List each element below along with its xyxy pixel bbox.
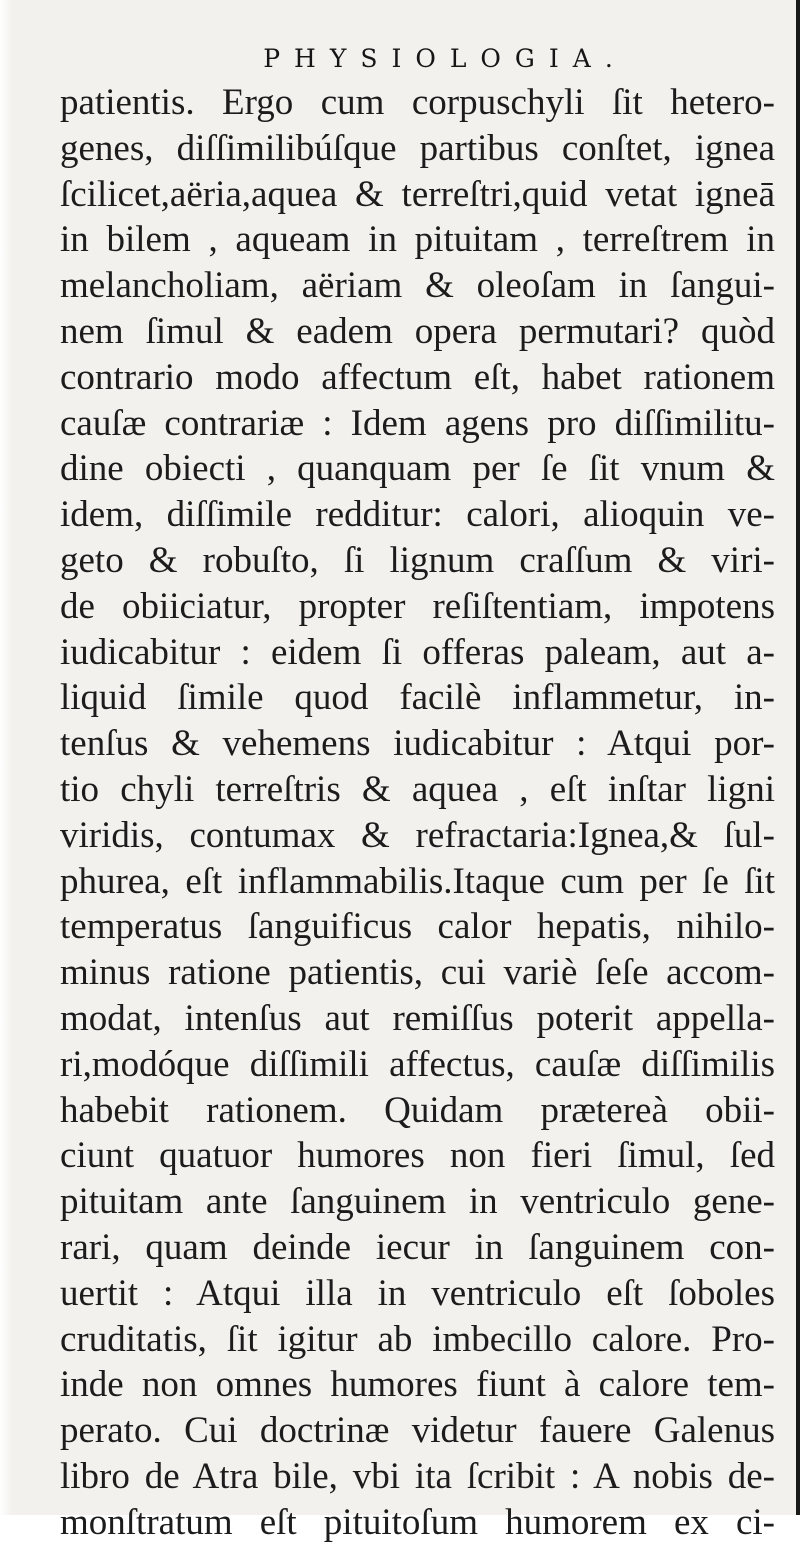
page-edge [0,0,12,1515]
text-line: patientis. Ergo cum corpuschyli ſit hetero- [60,82,775,123]
text-line: dine obiecti , quanquam per ſe ſit vnum & [60,448,775,490]
text-line: viridis, contumax & refractaria:Ignea,& ſul- [60,814,775,856]
text-line: nem ſimul & eadem opera permutari? quòd [60,310,775,352]
text-line: libro de Atra bile, vbi ita ſcribit : A nobis de- [60,1455,775,1497]
text-line: idem, diſſimile redditur: calori, alioquin ve- [60,494,775,536]
text-line: melancholiam, aëriam & oleoſam in ſangui- [60,265,775,307]
text-line: ciunt quatuor humores non fieri ſimul, ſed [60,1135,775,1177]
text-line: monſtratum eſt pituitoſum humorem ex ci- [60,1501,775,1543]
text-line: geto & robuſto, ſi lignum craſſum & viri- [60,539,775,581]
text-line: ri,modóque diſſimili affectus, cauſæ diſſimilis [60,1043,775,1085]
text-line: de obiiciatur, propter reſiſtentiam, impotens [60,585,775,627]
text-line: cruditatis, ſit igitur ab imbecillo calore. Pro- [60,1318,775,1360]
text-line: tio chyli terreſtris & aquea , eſt inſtar ligni [60,768,775,810]
text-line: minus ratione patientis, cui variè ſeſe accom- [60,952,775,994]
page-border [796,0,800,1515]
text-line: contrario modo affectum eſt, habet rationem [60,356,775,398]
text-line: uertit : Atqui illa in ventriculo eſt ſoboles [60,1272,775,1314]
text-line: cauſæ contrariæ : Idem agens pro diſſimilitu- [60,402,775,444]
text-line: phurea, eſt inflammabilis.Itaque cum per ſe ſit [60,860,775,902]
text-line: ſcilicet,aëria,aquea & terreſtri,quid vetat igneā [60,173,775,215]
text-line: pituitam ante ſanguinem in ventriculo gene- [60,1181,775,1223]
body-text [60,80,775,1546]
text-line: perato. Cui doctrinæ videtur fauere Galenus [60,1410,775,1452]
text-line: iudicabitur : eidem ſi offeras paleam, aut a- [60,631,775,673]
text-line: rari, quam deinde iecur in ſanguinem con- [60,1226,775,1268]
text-line: genes, diſſimilibúſque partibus conſtet, ignea [60,127,775,169]
running-head: PHYSIOLOGIA. [263,44,627,73]
text-line: habebit rationem. Quidam prætereà obii- [60,1089,775,1131]
text-line: tenſus & vehemens iudicabitur : Atqui por- [60,723,775,765]
text-line: inde non omnes humores fiunt à calore tem- [60,1364,775,1406]
text-line: in bilem , aqueam in pituitam , terreſtrem in [60,219,775,261]
text-line: temperatus ſanguificus calor hepatis, nihilo- [60,906,775,948]
text-line: modat, intenſus aut remiſſus poterit appella- [60,997,775,1039]
text-line: liquid ſimile quod facilè inflammetur, in- [60,677,775,719]
